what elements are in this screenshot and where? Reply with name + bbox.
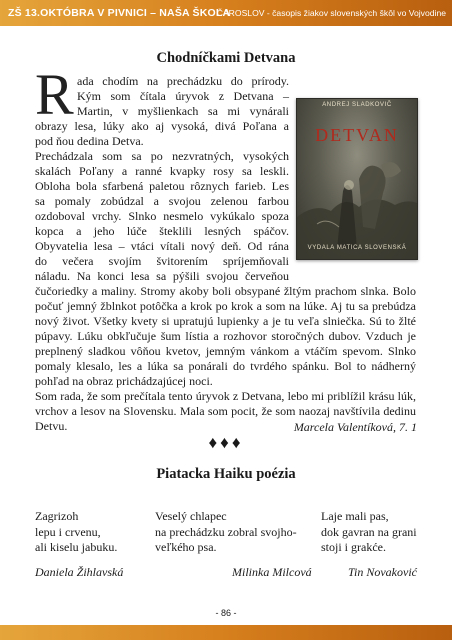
poem-line: ali kiselu jabuku. — [35, 540, 118, 554]
book-cover-illustration — [297, 99, 417, 259]
haiku-section-title: Piatacka Haiku poézia — [156, 466, 296, 482]
paragraph-line: skalách Poľany a ranné kvapky rosy sa leskli. — [35, 164, 289, 178]
paragraph-line: Detvu. — [35, 419, 68, 433]
poem-line: Veselý chlapec — [155, 509, 227, 523]
paragraph-line: náladu. Na konci lesa sa pýšili svojou červeňou — [35, 269, 289, 283]
paragraph-line: Obyvatelia lesa – vtáci vítali nový deň. Od rána — [35, 239, 289, 253]
poem-author: Milinka Milcová — [232, 565, 312, 579]
book-publisher: VYDALA MATICA SLOVENSKÁ — [307, 245, 407, 251]
paragraph-line: ada chodím na prechádzku do prírody. — [77, 74, 289, 88]
paragraph-line: obrazy lesa, lúky ako aj vysoká, divá Poľana a — [35, 119, 289, 133]
poem-line: dok gavran na grani — [321, 524, 417, 539]
paragraph-line: vrchov a lesov na Slovensku. Mala som pocit, že som naozaj navštívila dedinu — [35, 404, 416, 418]
paragraph-line: do večera svojím švitorením spríjemňovali — [35, 254, 289, 268]
article-title: Chodníčkami Detvana — [156, 50, 296, 66]
paragraph-line: Martin, v myšlienkach sa mi vynárali — [77, 104, 289, 118]
header-school-name: ZŠ 13.OKTÓBRA V PIVNICI – NAŠA ŠKOLA — [8, 7, 231, 19]
page-number: - 86 - — [215, 608, 237, 618]
haiku-poem — [155, 509, 297, 556]
poem-line: veľkého psa. — [155, 540, 217, 554]
poem-author: Daniela Žihlavská — [35, 565, 124, 579]
poem-line: lepu i crvenu, — [35, 524, 101, 539]
book-cover-image — [296, 98, 418, 260]
paragraph-line: kopca a jeho lúče šteklili lesných spáčov. — [35, 224, 289, 238]
section-separator: ♦♦♦ — [208, 433, 244, 452]
article-author: Marcela Valentíková, 7. 1 — [293, 420, 417, 434]
poem-line: Laje mali pas, — [321, 509, 389, 523]
book-title: DETVAN — [315, 125, 399, 145]
paragraph-line: sa pomaly zobúdzal a svojou zelenou farbou — [35, 194, 289, 208]
footer-bar — [0, 625, 452, 640]
poem-line: Zagrizoh — [35, 509, 79, 523]
drop-cap: R — [35, 62, 74, 127]
header-magazine-name: ČAROSLOV - časopis žiakov slovenských škôl vo Vojvodine — [216, 8, 446, 18]
book-author: ANDREJ SLADKOVIČ — [322, 102, 392, 108]
paragraph-line: nový život. Všetky kvety si upratujú lupienky a je tu veľa slniečka. Sú to žlté — [35, 314, 416, 328]
poem-author: Tin Novaković — [348, 565, 417, 579]
paragraph-line: pohľad na obraz prichádzajúcej noci. — [35, 374, 213, 388]
paragraph-line: preplnený sladkou vôňou kvetov, jemným vánkom a vtáčím spevom. Slnko — [35, 344, 416, 358]
paragraph-line: pod ňou dedina Detva. — [35, 134, 144, 148]
paragraph-line: pomaly klesalo, les a lúka sa ponárali do tvrdého spánku. Bol to nádherný — [35, 359, 416, 373]
paragraph-line: počuť jemný žblnkot potôčka a krok po krok a som na lúke. Aj tu sa prebúdza — [35, 299, 416, 313]
haiku-poem — [321, 509, 417, 556]
paragraph-line: ozdoboval vrchy. Slnko nesmelo vykúkalo spoza — [35, 209, 289, 223]
paragraph-line: Obloha bola sfarbená paletou rôznych farieb. Les — [35, 179, 289, 193]
header-bar — [0, 0, 452, 26]
poem-line: stoji i grakće. — [321, 540, 386, 554]
paragraph-line: Prechádzala som sa po nezvratných, vysokých — [35, 149, 289, 163]
paragraph-line: čučoriedky a maliny. Stromy akoby boli obsypané žltým prachom slnka. Bolo — [35, 284, 416, 298]
paragraph-line: Kým som čítala úryvok z Detvana – — [77, 89, 289, 103]
haiku-poem — [35, 509, 117, 556]
poem-line: na prechádzku zobral svojho- — [155, 524, 297, 539]
paragraph-line: púpavy. Lúku obkľučuje šum lístia a rozhovor storočných dubov. Vzduch je — [35, 329, 416, 343]
paragraph-line: Som rada, že som prečítala tento úryvok z Detvana, lebo mi priblížil krásu lúk, — [35, 389, 416, 403]
